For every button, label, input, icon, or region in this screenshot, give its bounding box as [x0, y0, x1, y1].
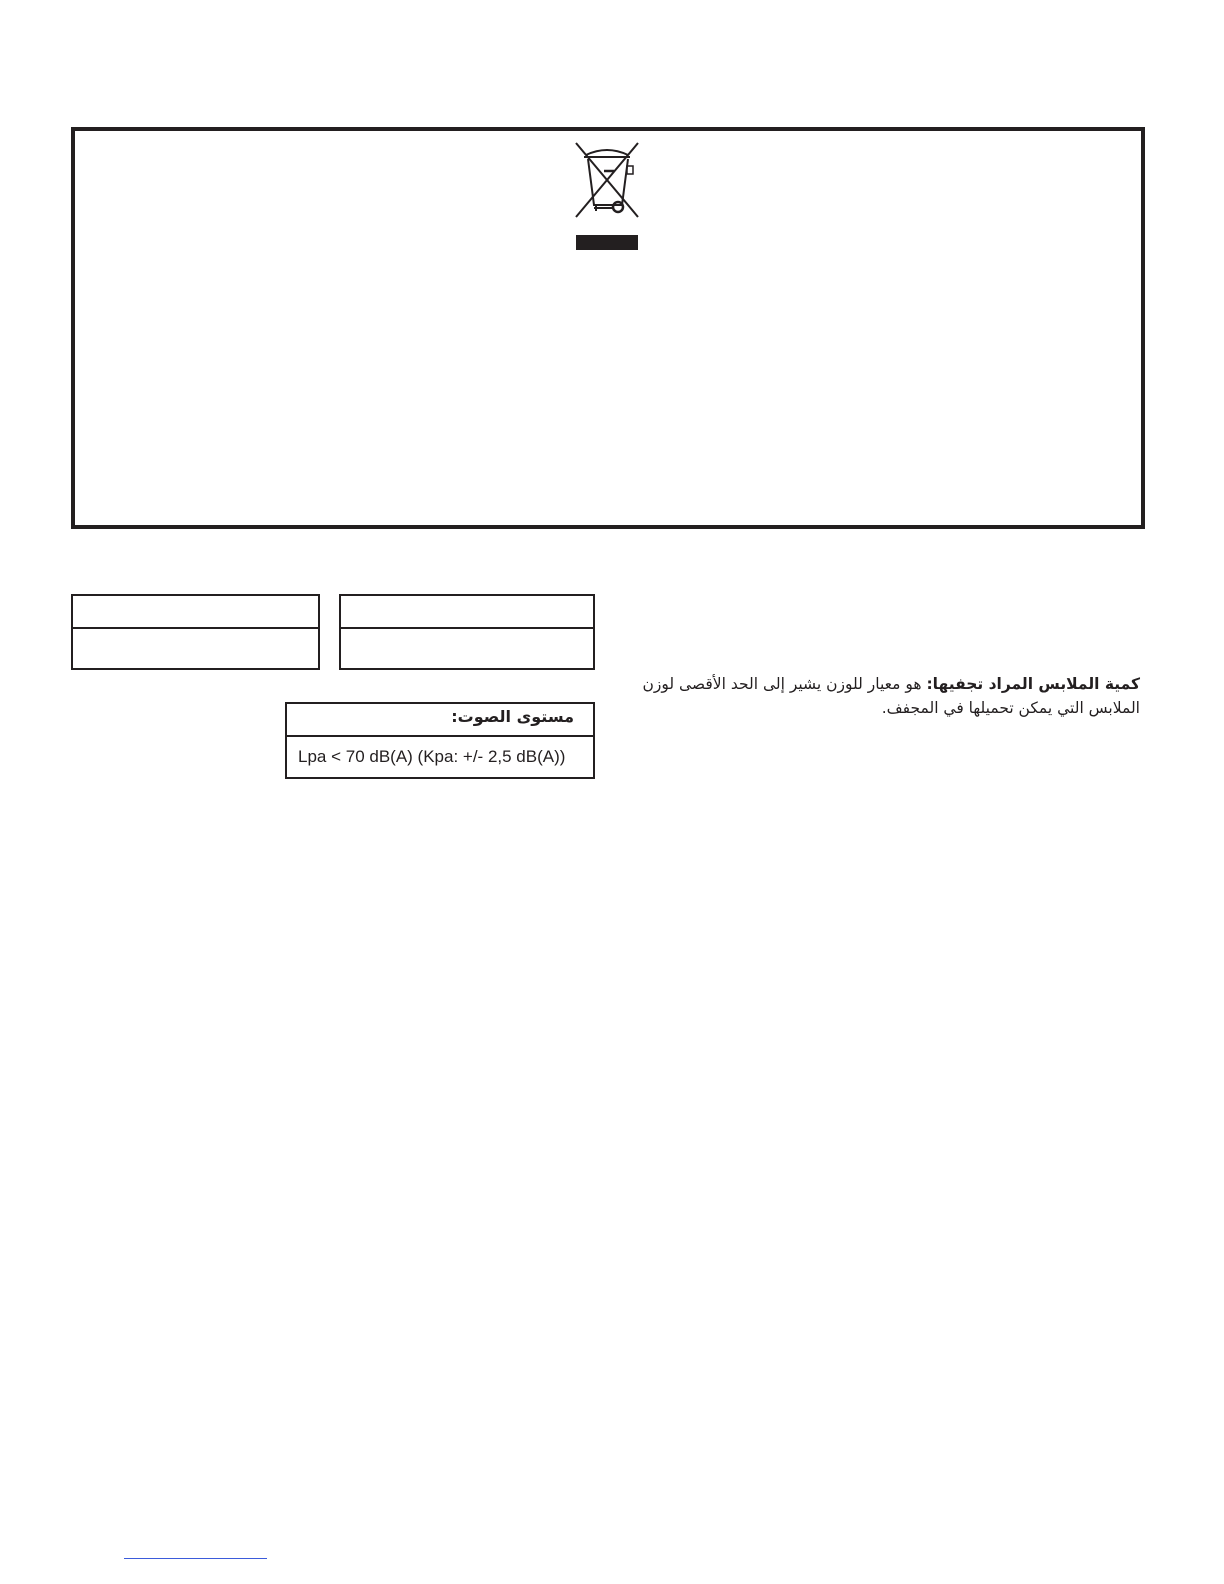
spec-table-right — [339, 594, 595, 670]
noise-level-table — [285, 702, 595, 779]
drying-capacity-paragraph — [612, 672, 1140, 720]
noise-level-value: Lpa < 70 dB(A) (Kpa: +/- 2,5 dB(A)) — [298, 747, 566, 766]
drying-capacity-term: كمية الملابس المراد تجفيها: — [926, 675, 1140, 693]
spec-table-left — [71, 594, 320, 670]
noise-level-title: مستوى الصوت: — [451, 707, 574, 726]
spec-table-left-header — [73, 596, 318, 629]
spec-table-right-header — [341, 596, 593, 629]
footer-link-underline — [124, 1558, 267, 1559]
crossed-out-wheeled-bin-icon — [572, 141, 642, 253]
drying-capacity-definition: هو معيار للوزن يشير إلى الحد الأقصى لوزن الملابس التي يمكن تحميلها في المجفف. — [642, 675, 1140, 717]
noise-level-header — [287, 704, 593, 737]
